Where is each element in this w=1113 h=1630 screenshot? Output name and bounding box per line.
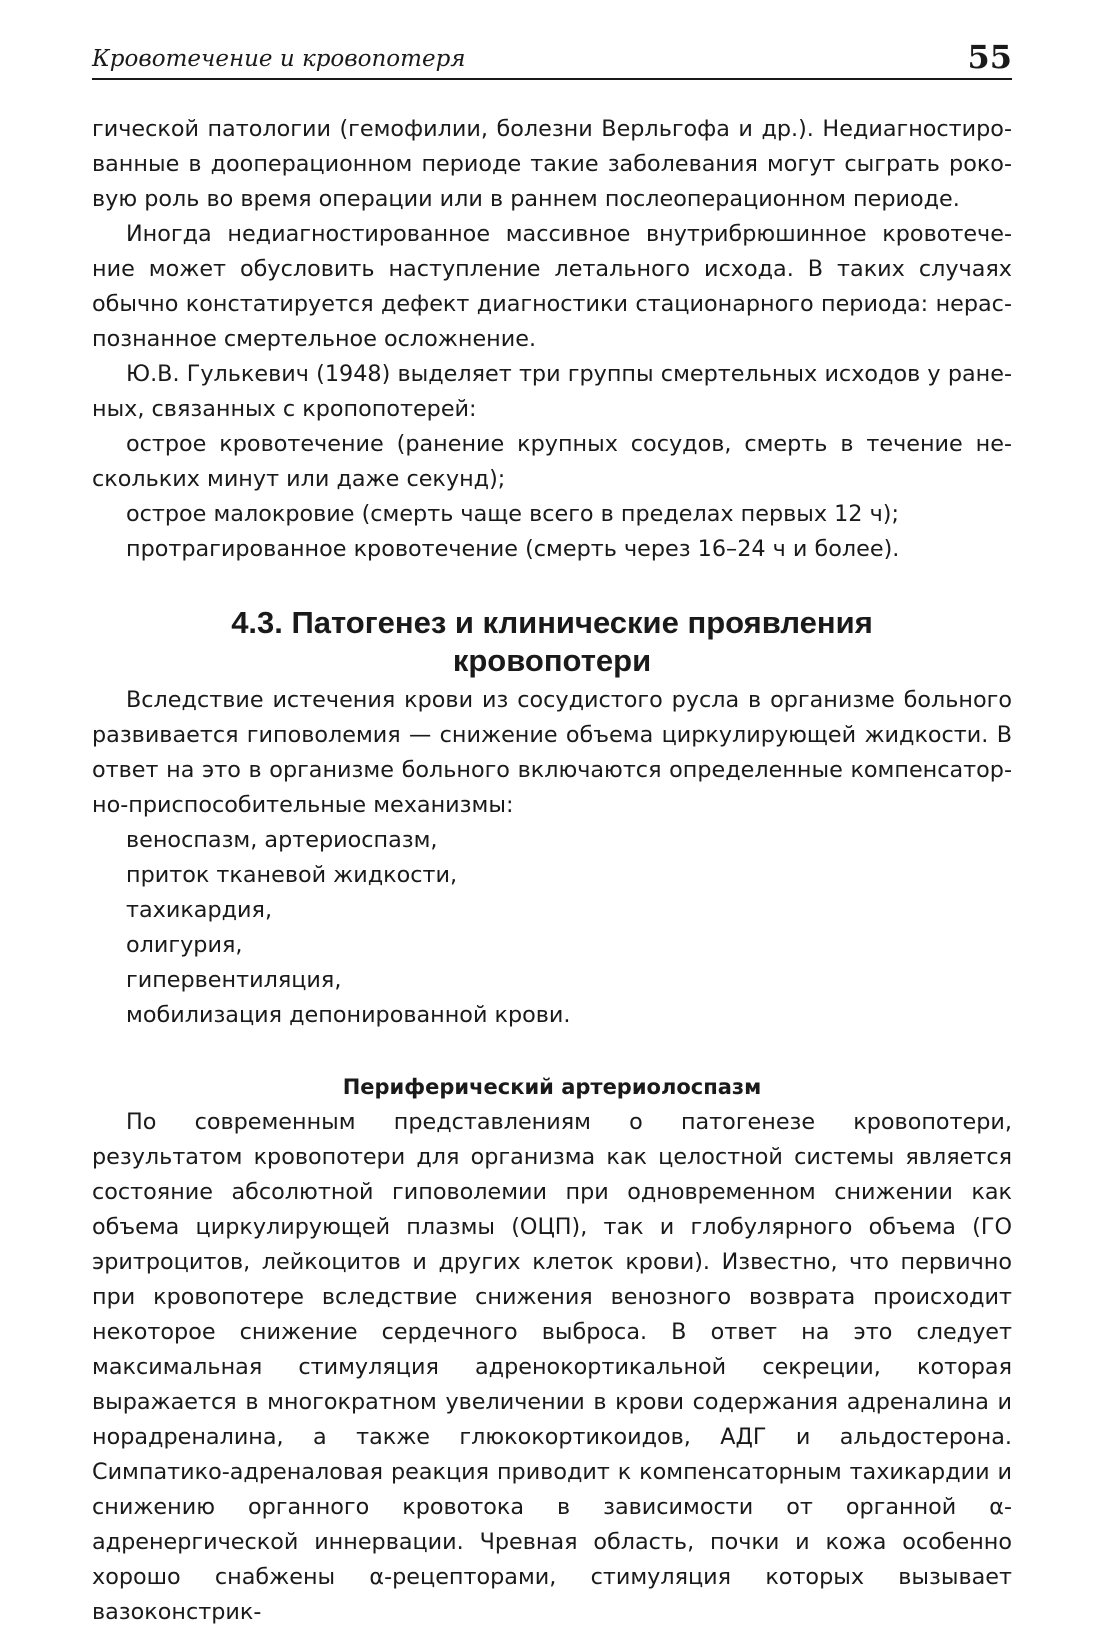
list-item: протрагированное кровотечение (смерть через 16–24 ч и более). [126, 536, 900, 562]
section-heading-line1: 4.3. Патогенез и клинические проявления [231, 605, 873, 640]
paragraph-arteriolospasm: По современным представлениям о патогенезе кровопотери, результатом кровопотери для организма как целостной системы является состояние абсолютной гиповолемии при одновременном снижении как объема циркулирующей плазмы (ОЦП), так и глобулярного объема (ГО эритроцитов, лейкоцитов и других клеток крови). Известно, что первично при кровопотере вследствие снижения венозного возврата происходит некоторое снижение сердечного выброса. В ответ на это следует максимальная стимуляция адренокортикальной секреции, которая выражается в многократном увеличении в крови содержания адреналина и норадреналина, а также глюкокортикоидов, АДГ и альдостерона. Симпатико-адреналовая реакция приводит к компенсаторным тахикардии и снижению органного кровотока в зависимости от органной α-адренергической иннервации. Чревная область, почки и кожа особенно хорошо снабжены α-рецепторами, стимуляция которых вызывает вазоконстрик- [92, 1109, 1012, 1625]
list-item: тахикардия, [126, 897, 273, 923]
list-item: веноспазм, артериоспазм, [126, 827, 438, 853]
paragraph-gulkevich: Ю.В. Гулькевич (1948) выделяет три группы смертельных исходов у раненых, связанных с кропопотерей: [92, 361, 1012, 422]
mechanisms-list [92, 823, 1012, 1033]
list-item: острое малокровие (смерть чаще всего в пределах первых 12 ч); [126, 501, 899, 527]
subsection-heading: Периферический артериолоспазм [342, 1075, 762, 1099]
section-heading-line2: кровопотери [452, 643, 652, 678]
page-number: 55 [967, 38, 1012, 76]
paragraph-lethal-outcome: Иногда недиагностированное массивное внутрибрюшинное кровотечение может обусловить наступление летального исхода. В таких случаях обычно констатируется дефект диагностики стационарного периода: нераспознанное смертельное осложнение. [92, 221, 1012, 352]
page-body [92, 112, 1012, 1630]
paragraph-continuation: гической патологии (гемофилии, болезни Верльгофа и др.). Недиагностированные в дооперационном периоде такие заболевания могут сыграть роковую роль во время операции или в раннем послеоперационном периоде. [92, 116, 1012, 212]
running-title: Кровотечение и кровопотеря [92, 46, 466, 72]
list-item: острое кровотечение (ранение крупных сосудов, смерть в течение нескольких минут или даже секунд); [92, 431, 1012, 492]
list-item: приток тканевой жидкости, [126, 862, 458, 888]
list-item: мобилизация депонированной крови. [126, 1002, 571, 1028]
page-header [92, 30, 1012, 80]
list-item: олигурия, [126, 932, 243, 958]
list-item: гипервентиляция, [126, 967, 342, 993]
paragraph-hypovolemia: Вследствие истечения крови из сосудистого русла в организме больного развивается гиповолемия — снижение объема циркулирующей жидкости. В ответ на это в организме больного включаются определенные компенсаторно-приспособительные механизмы: [92, 687, 1012, 818]
section-heading [92, 604, 1012, 680]
death-groups-list [92, 427, 1012, 567]
